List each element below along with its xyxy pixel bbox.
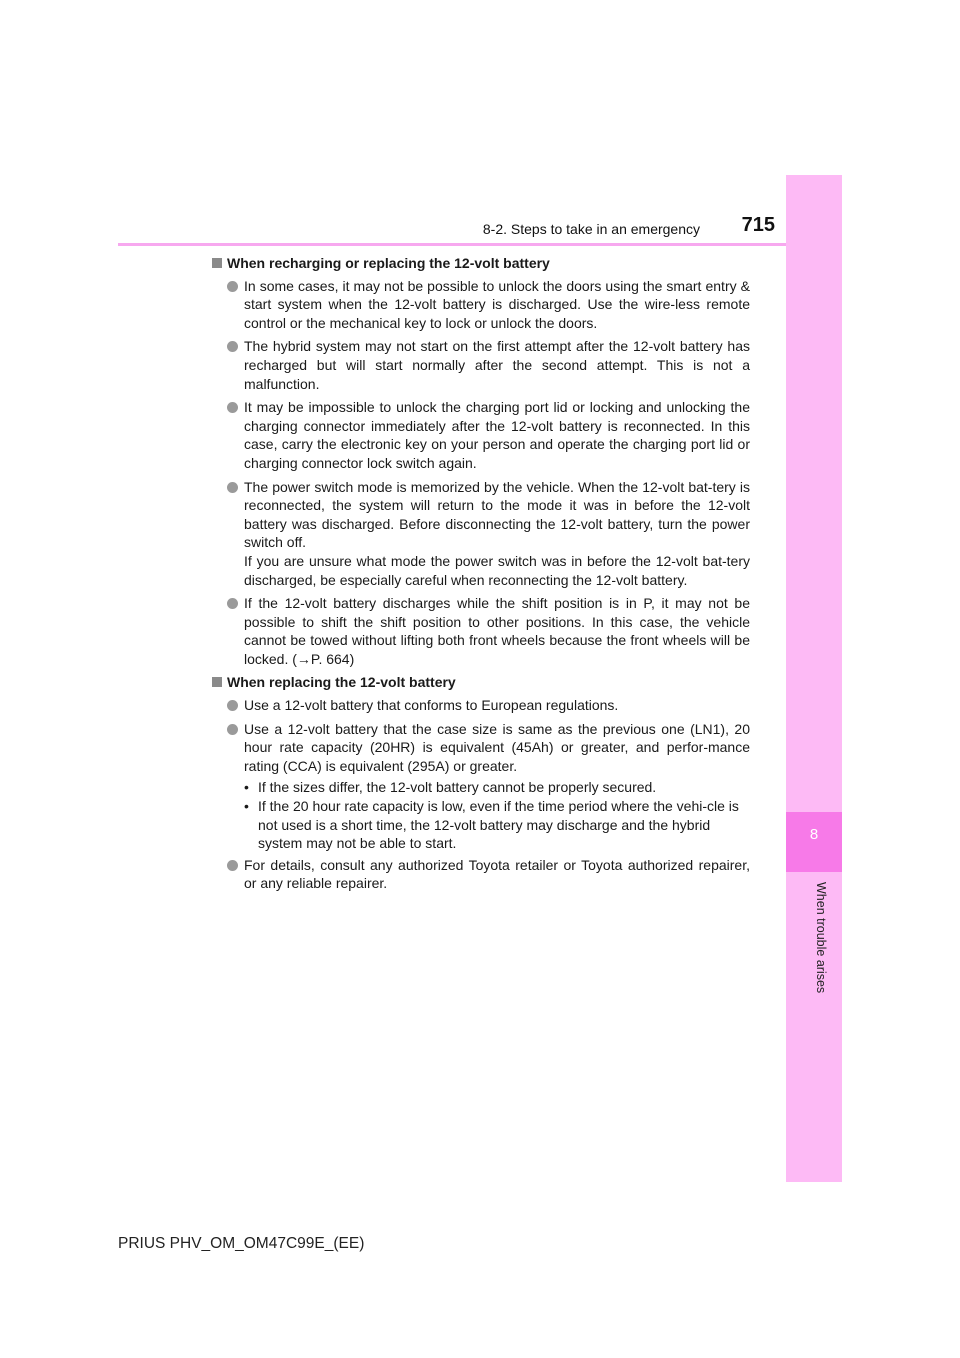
list-item: It may be impossible to unlock the charging port lid or locking and unlocking the charging connector immediately after the 12-volt battery is reconnected. In this case, carry the electronic key on your person and operate the charging port lid or charging connector lock switch again. [210, 398, 750, 472]
round-bullet-icon [227, 341, 238, 352]
list-item: The hybrid system may not start on the first attempt after the 12-volt battery has recharged but will start normally after the second attempt. This is not a malfunction. [210, 337, 750, 393]
chapter-number: 8 [809, 826, 819, 843]
section-heading: When replacing the 12-volt battery [210, 673, 750, 692]
list-item: Use a 12-volt battery that conforms to European regulations. [210, 696, 750, 715]
header-divider [118, 243, 786, 246]
round-bullet-icon [227, 860, 238, 871]
section-heading: When recharging or replacing the 12-volt battery [210, 254, 750, 273]
round-bullet-icon [227, 281, 238, 292]
sub-bullet-marker: • [244, 779, 249, 796]
page-content [210, 254, 750, 898]
sub-list-item: • If the 20 hour rate capacity is low, even if the time period where the vehi-cle is not used is a short time, the 12-volt battery may discharge and the hybrid system may not be able to start. [244, 798, 739, 852]
chapter-title: When trouble arises [814, 882, 828, 994]
round-bullet-icon [227, 700, 238, 711]
round-bullet-icon [227, 402, 238, 413]
list-item: In some cases, it may not be possible to unlock the doors using the smart entry & start system when the 12-volt battery is discharged. Use the wire-less remote control or the mechanical key to lock or unlock the doors. [210, 277, 750, 333]
sub-bullet-marker: • [244, 798, 249, 815]
sub-list-item: • If the sizes differ, the 12-volt battery cannot be properly secured. [244, 779, 657, 796]
section-header-title: 8-2. Steps to take in an emergency [482, 221, 700, 237]
square-bullet-icon [212, 677, 222, 687]
round-bullet-icon [227, 482, 238, 493]
round-bullet-icon [227, 724, 238, 735]
list-item: Use a 12-volt battery that the case size is same as the previous one (LN1), 20 hour rate capacity (20HR) is equivalent (45Ah) or greater, and perfor-mance rating (CCA) is equivalent (295A) or greater. [210, 720, 750, 776]
list-item: For details, consult any authorized Toyota retailer or Toyota authorized repairer, or any reliable repairer. [210, 856, 750, 893]
document-id-footer: PRIUS PHV_OM_OM47C99E_(EE) [118, 1235, 365, 1252]
list-item: If the 12-volt battery discharges while the shift position is in P, it may not be possible to shift the shift position to other positions. In this case, the vehicle cannot be towed without lifting both front wheels because the front wheels will be locked. (→P. 664) [210, 594, 750, 668]
square-bullet-icon [212, 258, 222, 268]
round-bullet-icon [227, 598, 238, 609]
list-item: The power switch mode is memorized by the vehicle. When the 12-volt bat-tery is reconnected, the system will return to the mode it was in before the 12-volt battery was discharged. Before disconnecting the 12-volt battery, turn the power switch off. If you are unsure what mode the power switch was in before the 12-volt bat-tery discharged, be especially careful when reconnecting the 12-volt battery. [210, 478, 750, 590]
chapter-side-tab [786, 175, 842, 1182]
page-number: 715 [741, 214, 775, 236]
